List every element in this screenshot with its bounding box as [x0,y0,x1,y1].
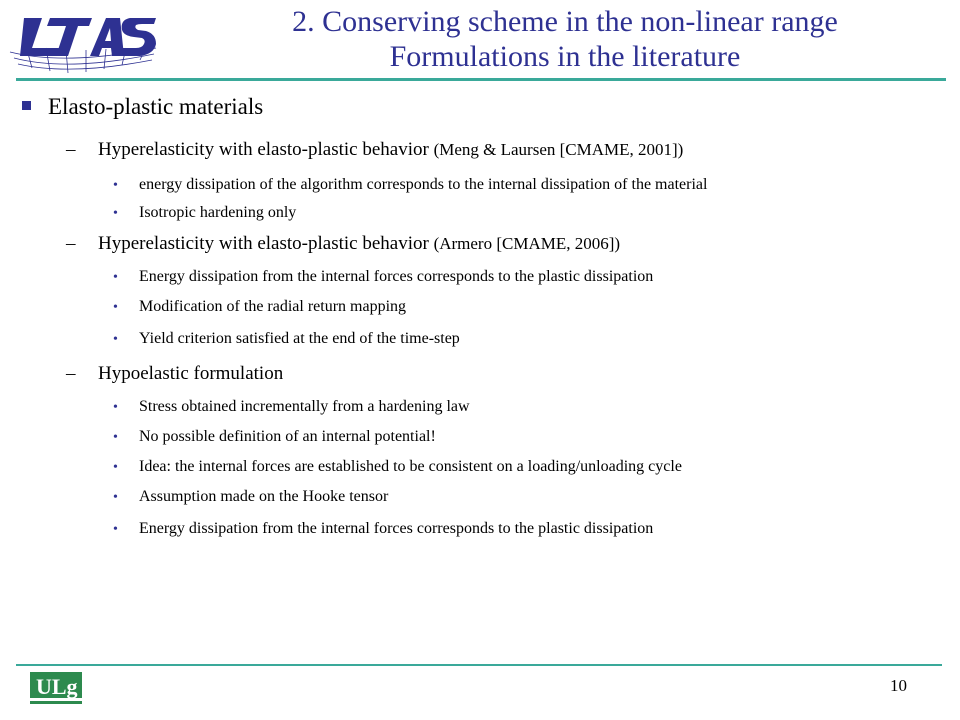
logo-letters [20,18,156,56]
dot-bullet-icon: • [113,178,118,193]
section-2-ref: (Armero [CMAME, 2006]) [433,234,621,253]
list-item: • Energy dissipation from the internal forces corresponds to the plastic dissipation [113,520,654,537]
section-2-label: Hyperelasticity with elasto-plastic behavior [98,233,429,254]
main-bullet [22,94,263,120]
ltas-logo [6,8,166,76]
list-item: • energy dissipation of the algorithm corresponds to the internal dissipation of the material [113,176,708,193]
dot-bullet-icon: • [113,270,118,285]
dot-bullet-icon: • [113,430,118,445]
footer-divider [16,664,942,666]
dot-bullet-icon: • [113,206,118,221]
section-1-label: Hyperelasticity with elasto-plastic behavior [98,139,429,160]
dot-bullet-icon: • [113,400,118,415]
svg-text:ULg: ULg [36,674,78,699]
list-item: • Assumption made on the Hooke tensor [113,488,389,505]
section-1: – Hyperelasticity with elasto-plastic behavior (Meng & Laursen [CMAME, 2001]) [66,139,684,160]
page-number: 10 [890,676,907,695]
list-item: • No possible definition of an internal potential! [113,428,436,445]
dot-bullet-icon: • [113,300,118,315]
section-1-ref: (Meng & Laursen [CMAME, 2001]) [433,140,684,159]
dot-bullet-icon: • [113,522,118,537]
list-item: • Stress obtained incrementally from a hardening law [113,398,470,415]
list-item: • Modification of the radial return mapping [113,298,407,315]
dot-bullet-icon: • [113,460,118,475]
list-item: • Yield criterion satisfied at the end of the time-step [113,330,460,347]
list-item: • Energy dissipation from the internal forces corresponds to the plastic dissipation [113,268,654,285]
ulg-logo [28,668,84,708]
dot-bullet-icon: • [113,332,118,347]
square-bullet-icon [22,101,31,110]
list-item: • Isotropic hardening only [113,204,297,221]
title-line-2: Formulations in the literature [389,40,741,73]
list-item: • Idea: the internal forces are established to be consistent on a loading/unloading cycle [113,458,682,475]
section-2: – Hyperelasticity with elasto-plastic behavior (Armero [CMAME, 2006]) [66,233,621,254]
dot-bullet-icon: • [113,490,118,505]
title-line-1: 2. Conserving scheme in the non-linear range [292,5,838,38]
slide-title [170,4,960,74]
title-divider [16,78,946,81]
section-3: – Hypoelastic formulation [66,363,284,384]
heading-text: Elasto-plastic materials [48,94,264,119]
section-3-label: Hypoelastic formulation [98,363,284,384]
